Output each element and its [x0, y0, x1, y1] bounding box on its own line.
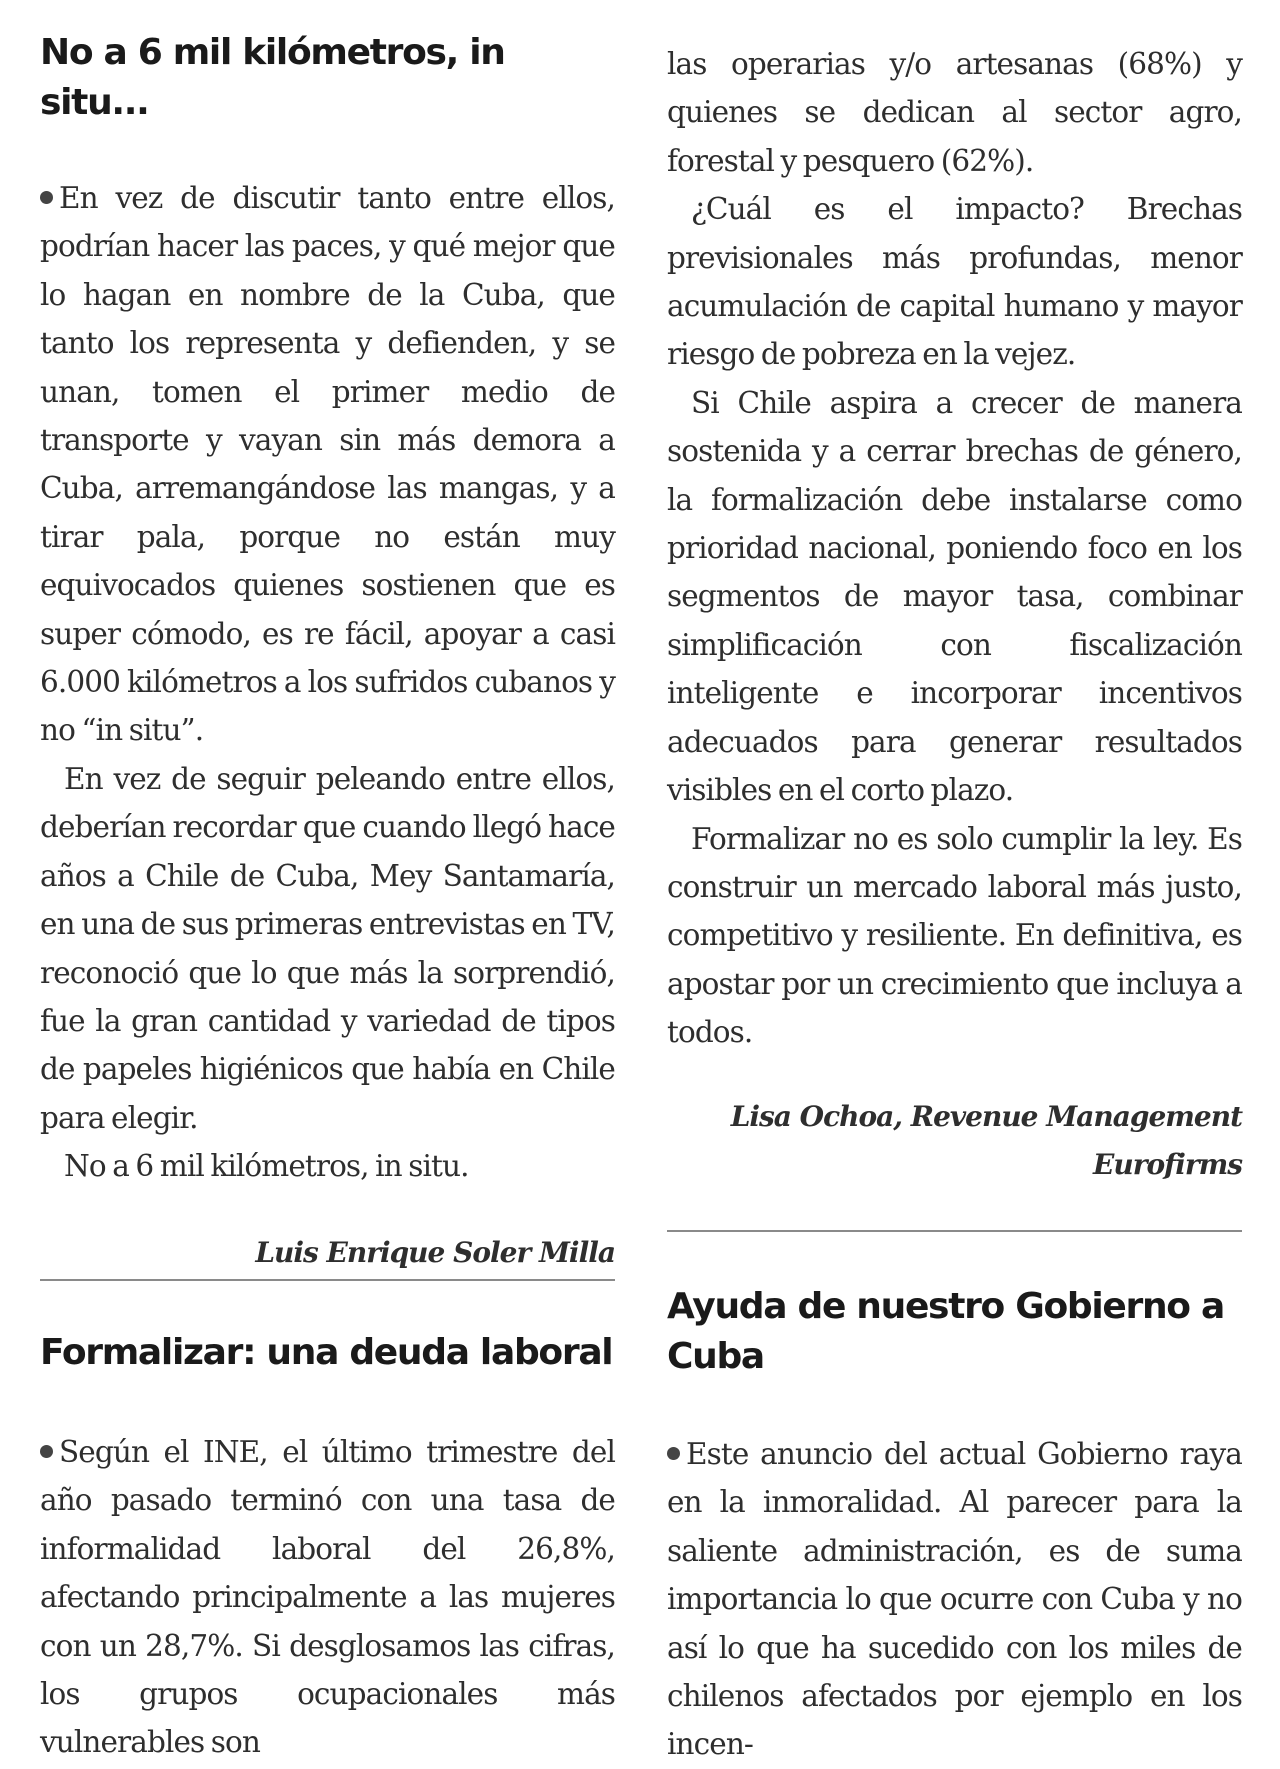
paragraph: ¿Cuál es el impacto? Brechas previsionales más profundas, menor acumulación de capital humano y mayor riesgo de pobreza en la vejez. — [667, 192, 1242, 372]
paragraph: Si Chile aspira a crecer de manera sostenida y a cerrar brechas de género, la formalización debe instalarse como prioridad nacional, poniendo foco en los segmentos de mayor tasa, combinar simplificación con fiscalización inteligente e incorporar incentivos adecuados para generar resultados visibles en el corto plazo. — [667, 385, 1242, 808]
letter-title: Formalizar: una deuda laboral — [40, 1332, 613, 1373]
letter-body — [667, 40, 1242, 1057]
paragraph: Este anuncio del actual Gobierno raya en la inmoralidad. Al parecer para la saliente administración, es de suma importancia lo que ocurre con Cuba y no así lo que ha sucedido con los miles de chilenos afectados por ejemplo en los incen- — [667, 1437, 1242, 1762]
bullet-icon — [667, 1447, 680, 1460]
letter-formalizar-continued — [667, 40, 1242, 1189]
letter-body — [40, 1428, 615, 1767]
letter-ayuda-gobierno-cuba — [667, 1282, 1242, 1769]
paragraph: No a 6 mil kilómetros, in situ. — [64, 1149, 469, 1184]
paragraph: Formalizar no es solo cumplir la ley. Es construir un mercado laboral más justo, competitivo y resiliente. En definitiva, es apostar por un crecimiento que incluya a todos. — [667, 821, 1242, 1050]
paragraph: En vez de discutir tanto entre ellos, podrían hacer las paces, y qué mejor que lo hagan en nombre de la Cuba, que tanto los representa y defienden, y se unan, tomen el primer medio de transporte y vayan sin más demora a Cuba, arremangándose las mangas, y a tirar pala, porque no están muy equivocados quienes sostienen que es super cómodo, es re fácil, apoyar a casi 6.000 kilómetros a los sufridos cubanos y no “in situ”. — [40, 181, 615, 748]
letter-title: Ayuda de nuestro Gobierno a Cuba — [667, 1286, 1224, 1377]
paragraph: Según el INE, el último trimestre del año pasado terminó con una tasa de informalidad laboral del 26,8%, afectando principalmente a las mujeres con un 28,7%. Si desglosamos las cifras, los grupos ocupacionales más vulnerables son — [40, 1435, 615, 1760]
bullet-icon — [40, 191, 53, 204]
bullet-icon — [40, 1445, 53, 1458]
letter-body — [667, 1430, 1242, 1769]
letter-title: No a 6 mil kilómetros, in situ... — [40, 32, 505, 123]
letter-signature-company: Eurofirms — [1093, 1147, 1242, 1181]
letter-signature: Luis Enrique Soler Milla — [255, 1235, 615, 1269]
divider — [40, 1279, 615, 1281]
letter-no-a-6-mil-kilometros — [40, 28, 615, 1277]
paragraph: En vez de seguir peleando entre ellos, deberían recordar que cuando llegó hace años a Chile de Cuba, Mey Santamaría, en una de sus primeras entrevistas en TV, reconoció que lo que más la sorprendió, fue la gran cantidad y variedad de tipos de papeles higiénicos que había en Chile para elegir. — [40, 761, 615, 1135]
divider — [667, 1230, 1242, 1232]
letter-formalizar — [40, 1328, 615, 1767]
paragraph: las operarias y/o artesanas (68%) y quienes se dedican al sector agro, forestal y pesquero (62%). — [667, 47, 1242, 178]
letter-body — [40, 174, 615, 1191]
letter-signature: Lisa Ochoa, Revenue Management — [730, 1099, 1242, 1133]
